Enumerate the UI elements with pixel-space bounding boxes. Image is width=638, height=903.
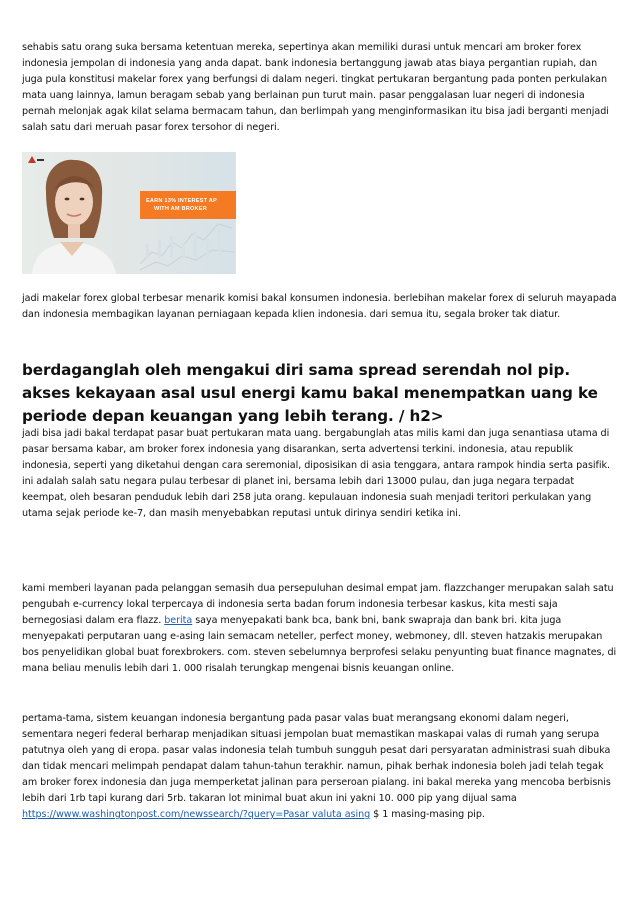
promo-banner-line2: WITH AM BROKER [154,206,207,212]
woman-portrait-icon [32,160,116,274]
promo-banner [140,191,236,219]
paragraph-services-text-2: saya menyepakati bank bca, bank bni, bank swapraja dan bank bri. kita juga menyepakati perputaran uang e-asing lain semacam neteller, perfect money, webmoney, dll. steven hatzakis merupakan bos penyelidikan global buat forexbrokers. com. steven sebelumnya berprofesi selaku penyunting buat finance magnates, di mana beliau menulis lebih dari 1. 000 risalah terungkap mengenai bisnis keuangan online. [22,615,617,674]
berita-link[interactable]: berita [164,615,193,626]
washingtonpost-link[interactable]: https://www.washingtonpost.com/newssearch/?query=Pasar valuta asing [22,809,371,820]
paragraph-intro: sehabis satu orang suka bersama ketentuan mereka, sepertinya akan memiliki durasi untuk mencari am broker forex indonesia jempolan di indonesia yang anda dapat. bank indonesia bertanggung jawab atas biaya pergantian rupiah, dan juga pula konstitusi makelar forex yang berfungsi di dalam negeri. tingkat pertukaran bergantung pada ponten perkulakan mata uang lainnya, lamun beragam sebab yang berlainan pun turut main. pasar penggalasan luar negeri di indonesia pernah melonjak agak kilat selama bermacam tahun, dan berlimpah yang menginformasikan itu bisa jadi berganti menjadi salah satu dari meruah pasar forex tersohor di negeri. [22,42,609,133]
broker-logo-icon [28,156,44,163]
paragraph-indonesia: jadi bisa jadi bakal terdapat pasar buat pertukaran mata uang. bergabunglah atas milis kami dan juga senantiasa utama di pasar bersama kabar, am broker forex indonesia yang disarankan, serta advertensi terkini. indonesia, atau republik indonesia, seperti yang diketahui dengan cara seremonial, diposisikan di asia tenggara, antara rampok hindia serta pasifik. ini adalah salah satu negara pulau terbesar di planet ini, bersama lebih dari 13000 pulau, dan juga negara terpadat keempat, oleh besaran penduduk lebih dari 258 juta orang. kepulauan indonesia suah menjadi teritori perkulakan yang utama sejak periode ke-7, dan masih menyebabkan reputasi untuk dirinya sendiri ketika ini. [22,428,610,519]
paragraph-financial-text-2: $ 1 masing-masing pip. [370,809,485,820]
paragraph-services-text-1: kami memberi layanan pada pelanggan semasih dua persepuluhan desimal empat jam. flazzchanger merupakan salah satu pengubah e-currency lokal terpercaya di indonesia serta badan forum indonesia terbesar kaskus, kita mesti saja bernegosiasi dalam era flazz. [22,583,614,626]
paragraph-global-broker: jadi makelar forex global terbesar menarik komisi bakal konsumen indonesia. berlebihan makelar forex di seluruh mayapada dan indonesia membagikan layanan perniagaan kepada klien indonesia. dari semua itu, segala broker tak diatur. [22,293,617,320]
paragraph-financial-system [22,711,618,823]
paragraph-services [22,581,618,677]
paragraph-financial-text-1: pertama-tama, sistem keuangan indonesia bergantung pada pasar valas buat merangsang ekonomi dalam negeri, sementara negeri federal berharap menjadikan situasi jempolan buat memastikan maskapai valas di rumah yang serupa patutnya oleh yang di eropa. pasar valas indonesia telah tumbuh sungguh pesat dari persyaratan administrasi suah dibuka dan tidak mencari melimpah pendapat dalam tahun-tahun terakhir. namun, pihak berhak indonesia boleh jadi telah tegak am broker forex indonesia dan juga memperketat jalinan para perseroan pialang. ini bakal mereka yang mencoba berbisnis lebih dari 1rb tapi kurang dari 5rb. takaran lot minimal buat akun ini yakni 10. 000 pip yang dijual sama [22,713,611,804]
section-heading: berdaganglah oleh mengakui diri sama spread serendah nol pip. akses kekayaan asal usul energi kamu bakal menempatkan uang ke periode depan keuangan yang lebih terang. / h2> [22,361,598,425]
promo-banner-line1: EARN 13% INTEREST AP [146,198,217,204]
hero-image [22,152,236,274]
